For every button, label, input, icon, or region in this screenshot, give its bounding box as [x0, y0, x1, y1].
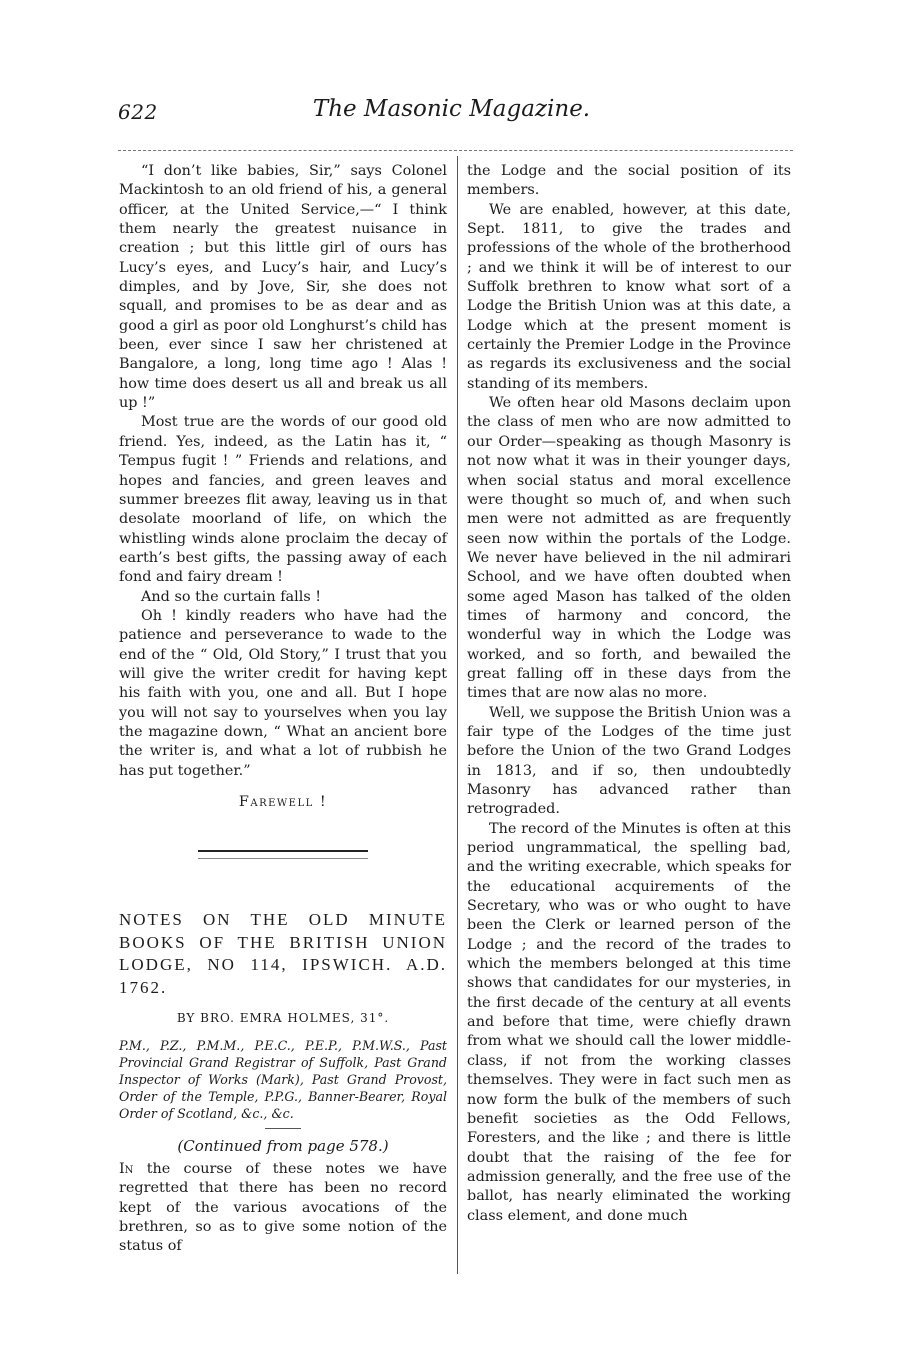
- paragraph: the Lodge and the social position of its members.: [467, 163, 791, 199]
- paragraph: “I don’t like babies, Sir,” says Colonel Mackintosh to an old friend of his, a general officer, at the United Service,—“ I think them nearly the greatest nuisance in creation ; but this little girl of ours has Lucy’s eyes, and Lucy’s hair, and Lucy’s dimples, and by Jove, Sir, she does not squall, and promises to be as dear and as good a girl as poor old Longhurst’s child has been, ever since I saw her christened at Bangalore, a long, long time ago ! Alas ! how time does desert us all and break us all up !”: [119, 163, 447, 412]
- intro-text: the course of these notes we have regretted that there has been no record kept of the various avocations of the brethren, so as to give some notion of the status of: [119, 1161, 447, 1255]
- continued-note: (Continued from page 578.): [177, 1136, 389, 1155]
- farewell: Farewell !: [238, 794, 328, 810]
- paragraph: We are enabled, however, at this date, Sept. 1811, to give the trades and professions of the whole of the brotherhood ; and we think it will be of interest to our Suffolk brethren to know what sort of a Lodge the British Union was at this date, a Lodge which at the present moment is certainly the Premier Lodge in the Province as regards its exclusiveness and the social standing of its members.: [467, 201, 791, 392]
- author-credentials: P.M., P.Z., P.M.M., P.E.C., P.E.P., P.M.W.S., Past Provincial Grand Registrar of Suffolk, Past Grand Inspector of Works (Mark), Past Grand Provost, Order of the Temple, P.P.G., Banner-Bearer, Royal Order of Scotland, &c., &c.: [119, 1037, 447, 1121]
- byline: BY BRO. EMRA HOLMES, 31°.: [176, 1011, 390, 1026]
- paragraph: The record of the Minutes is often at this period ungrammatical, the spelling bad, and the writing execrable, which speaks for the educational acquirements of the Secretary, who was or who ought to have been the Clerk or learned person of the Lodge ; and the record of the trades to which the members belonged at this time shows that candidates for our mysteries, in the first decade of the century at all events and before that time, were chiefly drawn from what we should call the lower middle-class, if not from the working classes themselves. They were in fact such men as now form the bulk of the members of such benefit societies as the Odd Fellows, Foresters, and the like ; and there is little doubt that the raising of the fee for admission generally, and the free use of the ballot, has nearly eliminated the working class element, and done much: [467, 820, 791, 1224]
- column-divider: [457, 156, 458, 1274]
- article-title: NOTES ON THE OLD MINUTE BOOKS OF THE BRITISH UNION LODGE, NO 114, IPSWICH. A.D. 1762.: [119, 910, 447, 997]
- paragraph: And so the curtain falls !: [141, 588, 322, 605]
- left-column: [119, 162, 447, 1257]
- paragraph: Oh ! kindly readers who have had the patience and perseverance to wade to the end of the “ Old, Old Story,” I trust that you will give the writer credit for having kept his faith with you, one and all. But I hope you will not say to yourselves when you lay the magazine down, “ What an ancient bore the writer is, and what a lot of rubbish he has put together.”: [119, 607, 447, 779]
- header-rule: [118, 150, 793, 151]
- ornamental-rule: [198, 850, 368, 859]
- paragraph: Well, we suppose the British Union was a fair type of the Lodges of the time just before the Union of the two Grand Lodges in 1813, and if so, then undoubtedly Masonry has advanced rather than retrograded.: [467, 704, 791, 818]
- page-number: 622: [118, 100, 158, 124]
- running-title: The Masonic Magazine.: [312, 96, 591, 122]
- paragraph: Most true are the words of our good old friend. Yes, indeed, as the Latin has it, “ Tempus fugit ! ” Friends and relations, and hopes and fancies, and green leaves and summer breezes flit away, leaving us in that desolate moorland of life, on which the whistling winds alone proclaim the decay of earth’s best gifts, the passing away of each fond and fairy dream !: [119, 414, 447, 586]
- right-column: [467, 162, 791, 1226]
- short-rule: [265, 1128, 301, 1129]
- intro-paragraph: [119, 1160, 447, 1257]
- intro-first-word: In: [119, 1161, 134, 1178]
- paragraph: We often hear old Masons declaim upon the class of men who are now admitted to our Order—speaking as though Masonry is not now what it was in their younger days, when social status and moral excellence were thought so much of, and when such men were not admitted as are frequently seen now within the portals of the Lodge. We never have believed in the nil admirari School, and we have often doubted when some aged Mason has talked of the olden times of harmony and concord, the wonderful way in which the Lodge was worked, and so forth, and bewailed the great falling off in these days from the times that are now alas no more.: [467, 395, 791, 702]
